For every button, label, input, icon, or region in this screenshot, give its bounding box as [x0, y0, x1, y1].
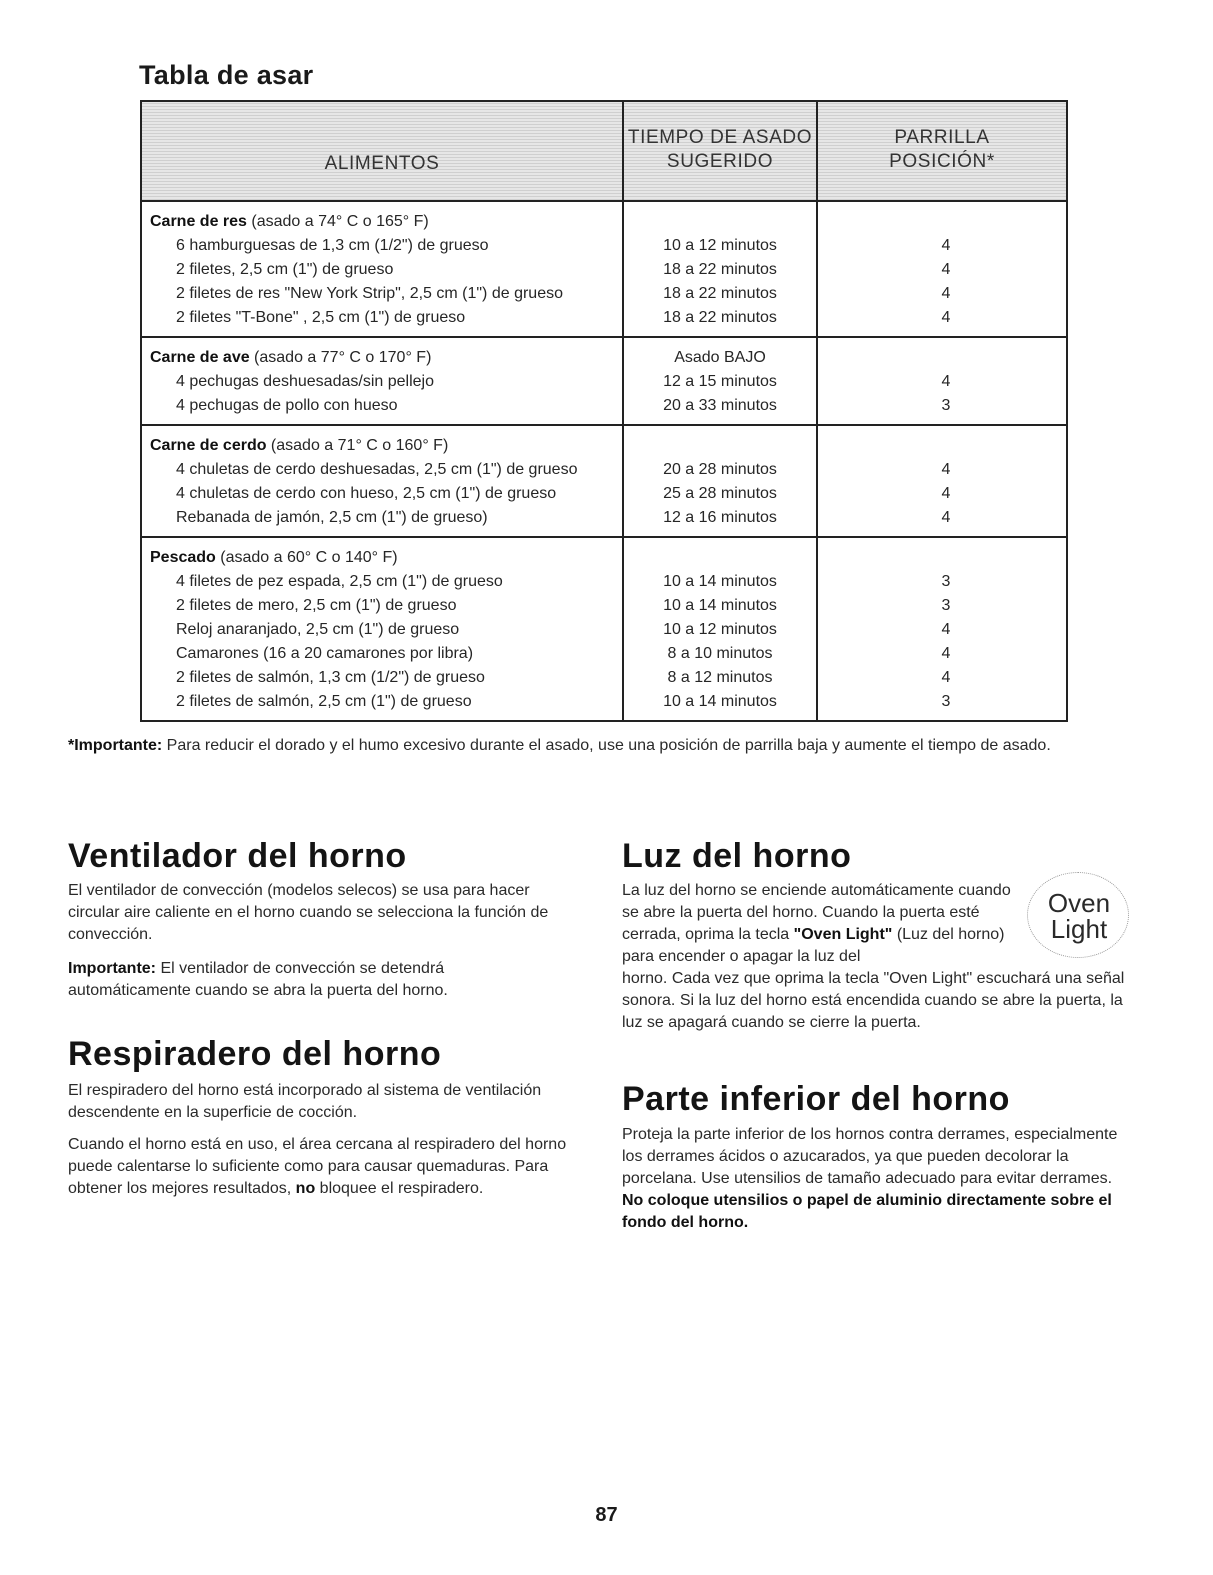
rack-value: 4 [941, 237, 951, 254]
food-item: 2 filetes de salmón, 2,5 cm (1") de grueso [176, 693, 472, 710]
rack-value: 4 [941, 669, 951, 686]
time-cell [623, 537, 817, 721]
rack-cell [817, 201, 1067, 337]
header-time [623, 101, 817, 201]
food-item: Reloj anaranjado, 2,5 cm (1") de grueso [176, 621, 460, 638]
respiradero-heading: Respiradero del horno [68, 1035, 442, 1073]
time-value: 10 a 14 minutos [663, 597, 777, 614]
rack-value: 4 [941, 509, 951, 526]
food-item: 2 filetes, 2,5 cm (1") de grueso [176, 261, 394, 278]
header-food-label: ALIMENTOS [324, 153, 440, 174]
time-group-header: Asado BAJO [674, 349, 766, 366]
rack-value: 3 [941, 693, 951, 710]
luz-heading: Luz del horno [622, 837, 852, 875]
oven-light-key-line2: Light [1050, 914, 1108, 944]
time-value: 10 a 14 minutos [663, 573, 777, 590]
rack-value: 4 [941, 485, 951, 502]
luz-narrow-block [622, 880, 1017, 968]
header-time-line1: TIEMPO DE ASADO [627, 127, 813, 148]
rack-cell [817, 337, 1067, 425]
food-item: 4 chuletas de cerdo con hueso, 2,5 cm (1") de grueso [176, 485, 557, 502]
oven-light-key-icon [1027, 872, 1131, 960]
table-header-row [141, 101, 1067, 201]
food-item: Camarones (16 a 20 camarones por libra) [176, 645, 474, 662]
time-value: 10 a 12 minutos [663, 621, 777, 638]
rack-value: 4 [941, 261, 951, 278]
rack-value: 4 [941, 309, 951, 326]
category-note: (asado a 77° C o 170° F) [249, 349, 432, 366]
category-line [150, 210, 622, 234]
category-name: Pescado [150, 549, 216, 566]
food-item: 2 filetes "T-Bone" , 2,5 cm (1") de grueso [176, 309, 466, 326]
time-cell [623, 201, 817, 337]
respiradero-bold: no [295, 1180, 316, 1197]
time-cell [623, 337, 817, 425]
category-note: (asado a 74° C o 165° F) [246, 213, 429, 230]
food-item: 6 hamburguesas de 1,3 cm (1/2") de grueso [176, 237, 489, 254]
rack-value: 3 [941, 397, 951, 414]
time-value: 8 a 12 minutos [667, 669, 773, 686]
rack-value: 4 [941, 621, 951, 638]
parte-paragraph [622, 1124, 1122, 1234]
food-item: 4 pechugas de pollo con hueso [176, 397, 398, 414]
respiradero-paragraph-2 [68, 1134, 588, 1200]
ventilador-paragraph: El ventilador de convección (modelos selecos) se usa para hacer circular aire caliente en el horno cuando se selecciona la función de convección. [68, 882, 549, 943]
rack-value: 4 [941, 285, 951, 302]
table-row [141, 337, 1067, 425]
rack-value: 3 [941, 573, 951, 590]
header-time-line2: SUGERIDO [666, 151, 774, 172]
importante-note [68, 737, 1168, 755]
parte-heading: Parte inferior del horno [622, 1080, 1010, 1118]
food-item: 2 filetes de res "New York Strip", 2,5 cm (1") de grueso [176, 285, 563, 302]
category-note: (asado a 71° C o 160° F) [266, 437, 449, 454]
food-item: 2 filetes de mero, 2,5 cm (1") de grueso [176, 597, 457, 614]
food-cell [141, 337, 623, 425]
header-rack-line2: POSICIÓN* [889, 151, 995, 172]
rack-value: 4 [941, 645, 951, 662]
ventilador-importante-text: El ventilador de convección se detendrá automáticamente cuando se abra la puerta del horno. [68, 960, 448, 999]
food-cell [141, 537, 623, 721]
table-row [141, 537, 1067, 721]
time-value: 8 a 10 minutos [667, 645, 773, 662]
table-title: Tabla de asar [139, 60, 314, 90]
luz-text-a: La luz del horno se enciende automáticamente cuando se abre la puerta del horno. Cuando la puerta esté cerrada, oprima la tecla [622, 882, 1011, 943]
time-value: 10 a 14 minutos [663, 693, 777, 710]
food-item: 4 pechugas deshuesadas/sin pellejo [176, 373, 434, 390]
category-name: Carne de cerdo [150, 437, 267, 454]
time-value: 20 a 28 minutos [663, 461, 777, 478]
respiradero-text-b: bloquee el respiradero. [315, 1180, 484, 1197]
table-row [141, 201, 1067, 337]
importante-text: Para reducir el dorado y el humo excesivo durante el asado, use una posición de parrilla baja y aumente el tiempo de asado. [162, 737, 1051, 754]
ventilador-importante-paragraph [68, 958, 568, 1002]
rack-value: 4 [941, 461, 951, 478]
time-group-header [624, 434, 816, 458]
time-value: 12 a 15 minutos [663, 373, 777, 390]
oven-light-key-line1: Oven [1047, 888, 1111, 918]
header-rack [817, 101, 1067, 201]
parte-bold: No coloque utensilios o papel de aluminio directamente sobre el fondo del horno. [622, 1192, 1112, 1231]
time-value: 18 a 22 minutos [663, 309, 777, 326]
food-item: 2 filetes de salmón, 1,3 cm (1/2") de grueso [176, 669, 485, 686]
food-item: 4 filetes de pez espada, 2,5 cm (1") de grueso [176, 573, 503, 590]
category-line [150, 546, 622, 570]
time-value: 12 a 16 minutos [663, 509, 777, 526]
time-group-header [624, 210, 816, 234]
time-value: 18 a 22 minutos [663, 285, 777, 302]
header-rack-line1: PARRILLA [894, 127, 990, 148]
respiradero-paragraph: El respiradero del horno está incorporado al sistema de ventilación descendente en la superficie de cocción. [68, 1082, 542, 1121]
category-note: (asado a 60° C o 140° F) [215, 549, 398, 566]
luz-oven-light-bold: "Oven Light" [793, 926, 893, 943]
time-value: 20 a 33 minutos [663, 397, 777, 414]
luz-text-c: horno. Cada vez que oprima la tecla "Oven Light" escuchará una señal sonora. Si la luz del horno está encendida cuando se abre la puerta, la luz se apagará cuando se cierre la puerta. [622, 970, 1125, 1031]
rack-cell [817, 425, 1067, 537]
rack-value: 4 [941, 373, 951, 390]
food-cell [141, 425, 623, 537]
food-item: 4 chuletas de cerdo deshuesadas, 2,5 cm (1") de grueso [176, 461, 578, 478]
header-food [141, 101, 623, 201]
grill-table [140, 100, 1068, 722]
rack-cell [817, 537, 1067, 721]
category-line [150, 434, 622, 458]
category-name: Carne de ave [150, 349, 250, 366]
category-line [150, 346, 622, 370]
parte-text: Proteja la parte inferior de los hornos contra derrames, especialmente los derrames ácidos o azucarados, ya que pueden decolorar la porcelana. Use utensilios de tamaño adecuado para evitar derrames. [622, 1126, 1118, 1187]
time-value: 18 a 22 minutos [663, 261, 777, 278]
rack-value: 3 [941, 597, 951, 614]
time-value: 10 a 12 minutos [663, 237, 777, 254]
time-value: 25 a 28 minutos [663, 485, 777, 502]
ventilador-heading: Ventilador del horno [68, 837, 407, 875]
food-item: Rebanada de jamón, 2,5 cm (1") de grueso) [176, 509, 488, 526]
time-group-header [624, 546, 816, 570]
category-name: Carne de res [150, 213, 247, 230]
page-number: 87 [595, 1504, 618, 1526]
food-cell [141, 201, 623, 337]
ventilador-importante-label: Importante: [68, 960, 156, 977]
table-row [141, 425, 1067, 537]
importante-label: *Importante: [68, 737, 163, 754]
respiradero-text-a: Cuando el horno está en uso, el área cercana al respiradero del horno puede calentarse lo suficiente como para causar quemaduras. Para obtener los mejores resultados, [68, 1136, 567, 1197]
luz-text-b: (Luz del horno) para encender o apagar la luz del [622, 926, 1005, 965]
time-cell [623, 425, 817, 537]
